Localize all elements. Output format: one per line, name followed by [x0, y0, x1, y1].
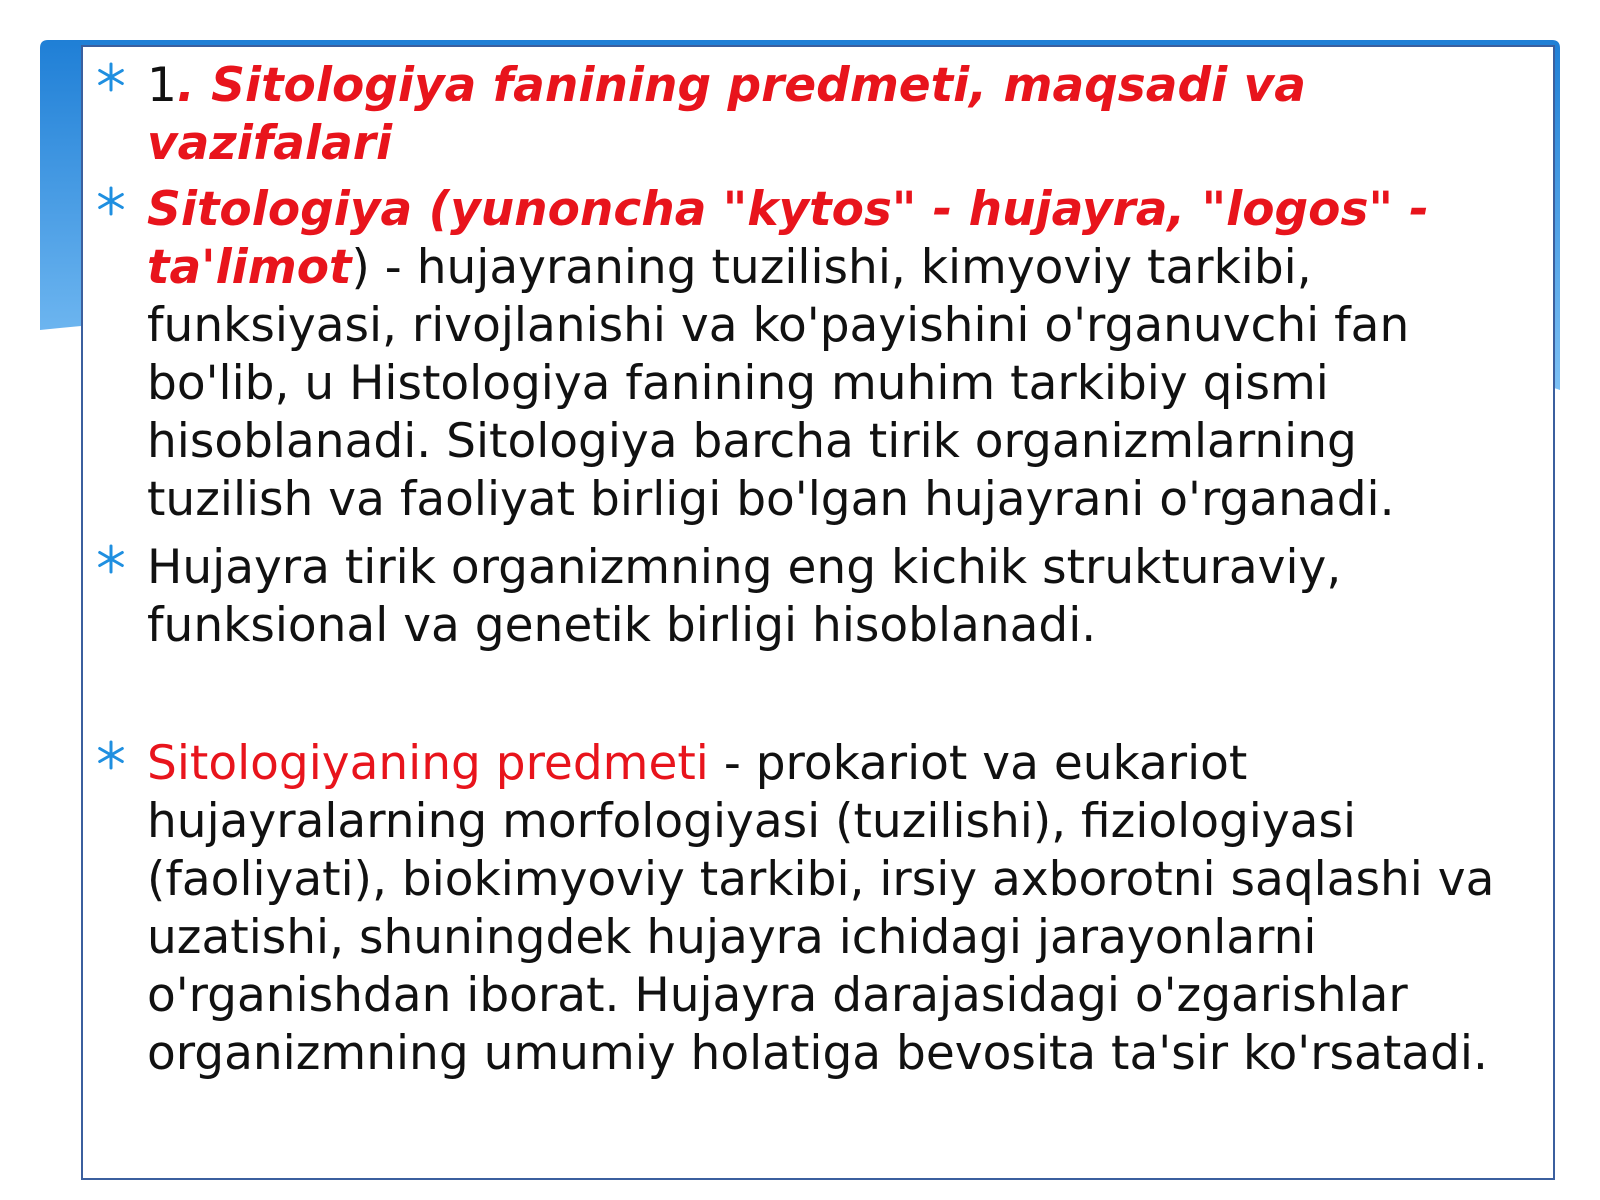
bullet-title: [83, 57, 1557, 173]
bullet-cell-unit: [83, 539, 1557, 655]
content-box: [81, 45, 1555, 1180]
title-number: 1: [147, 58, 177, 113]
bullet-list: [83, 57, 1557, 1083]
cell-unit-text: Hujayra tirik organizmning eng kichik strukturaviy, funksional va genetik birligi hisoblanadi.: [147, 540, 1342, 653]
asterisk-icon: [95, 185, 127, 217]
bullet-subject: [83, 735, 1557, 1083]
definition-text: ) - hujayraning tuzilishi, kimyoviy tarkibi, funksiyasi, rivojlanishi va ko'payishini o'rganuvchi fan bo'lib, u Histologiya fanining muhim tarkibiy qismi hisoblanadi. Sitologiya barcha tirik organizmlarning tuzilish va faoliyat birligi bo'lgan hujayrani o'rganadi.: [147, 240, 1410, 527]
bullet-definition: [83, 181, 1557, 529]
asterisk-icon: [95, 543, 127, 575]
title-text: . Sitologiya fanining predmeti, maqsadi va vazifalari: [147, 58, 1306, 171]
subject-text: - prokariot va eukariot hujayralarning morfologiyasi (tuzilishi), fiziologiyasi (faoliyati), biokimyoviy tarkibi, irsiy axborotni saqlashi va uzatishi, shuningdek hujayra ichidagi jarayonlarni o'rganishdan iborat. Hujayra darajasidagi o'zgarishlar organizmning umumiy holatiga bevosita ta'sir ko'rsatadi.: [147, 736, 1495, 1081]
definition-term: Sitologiya (yunoncha "kytos" - hujayra, "logos" - ta'limot: [147, 182, 1429, 295]
asterisk-icon: [95, 61, 127, 93]
subject-term: Sitologiyaning predmeti: [147, 736, 709, 791]
asterisk-icon: [95, 739, 127, 771]
